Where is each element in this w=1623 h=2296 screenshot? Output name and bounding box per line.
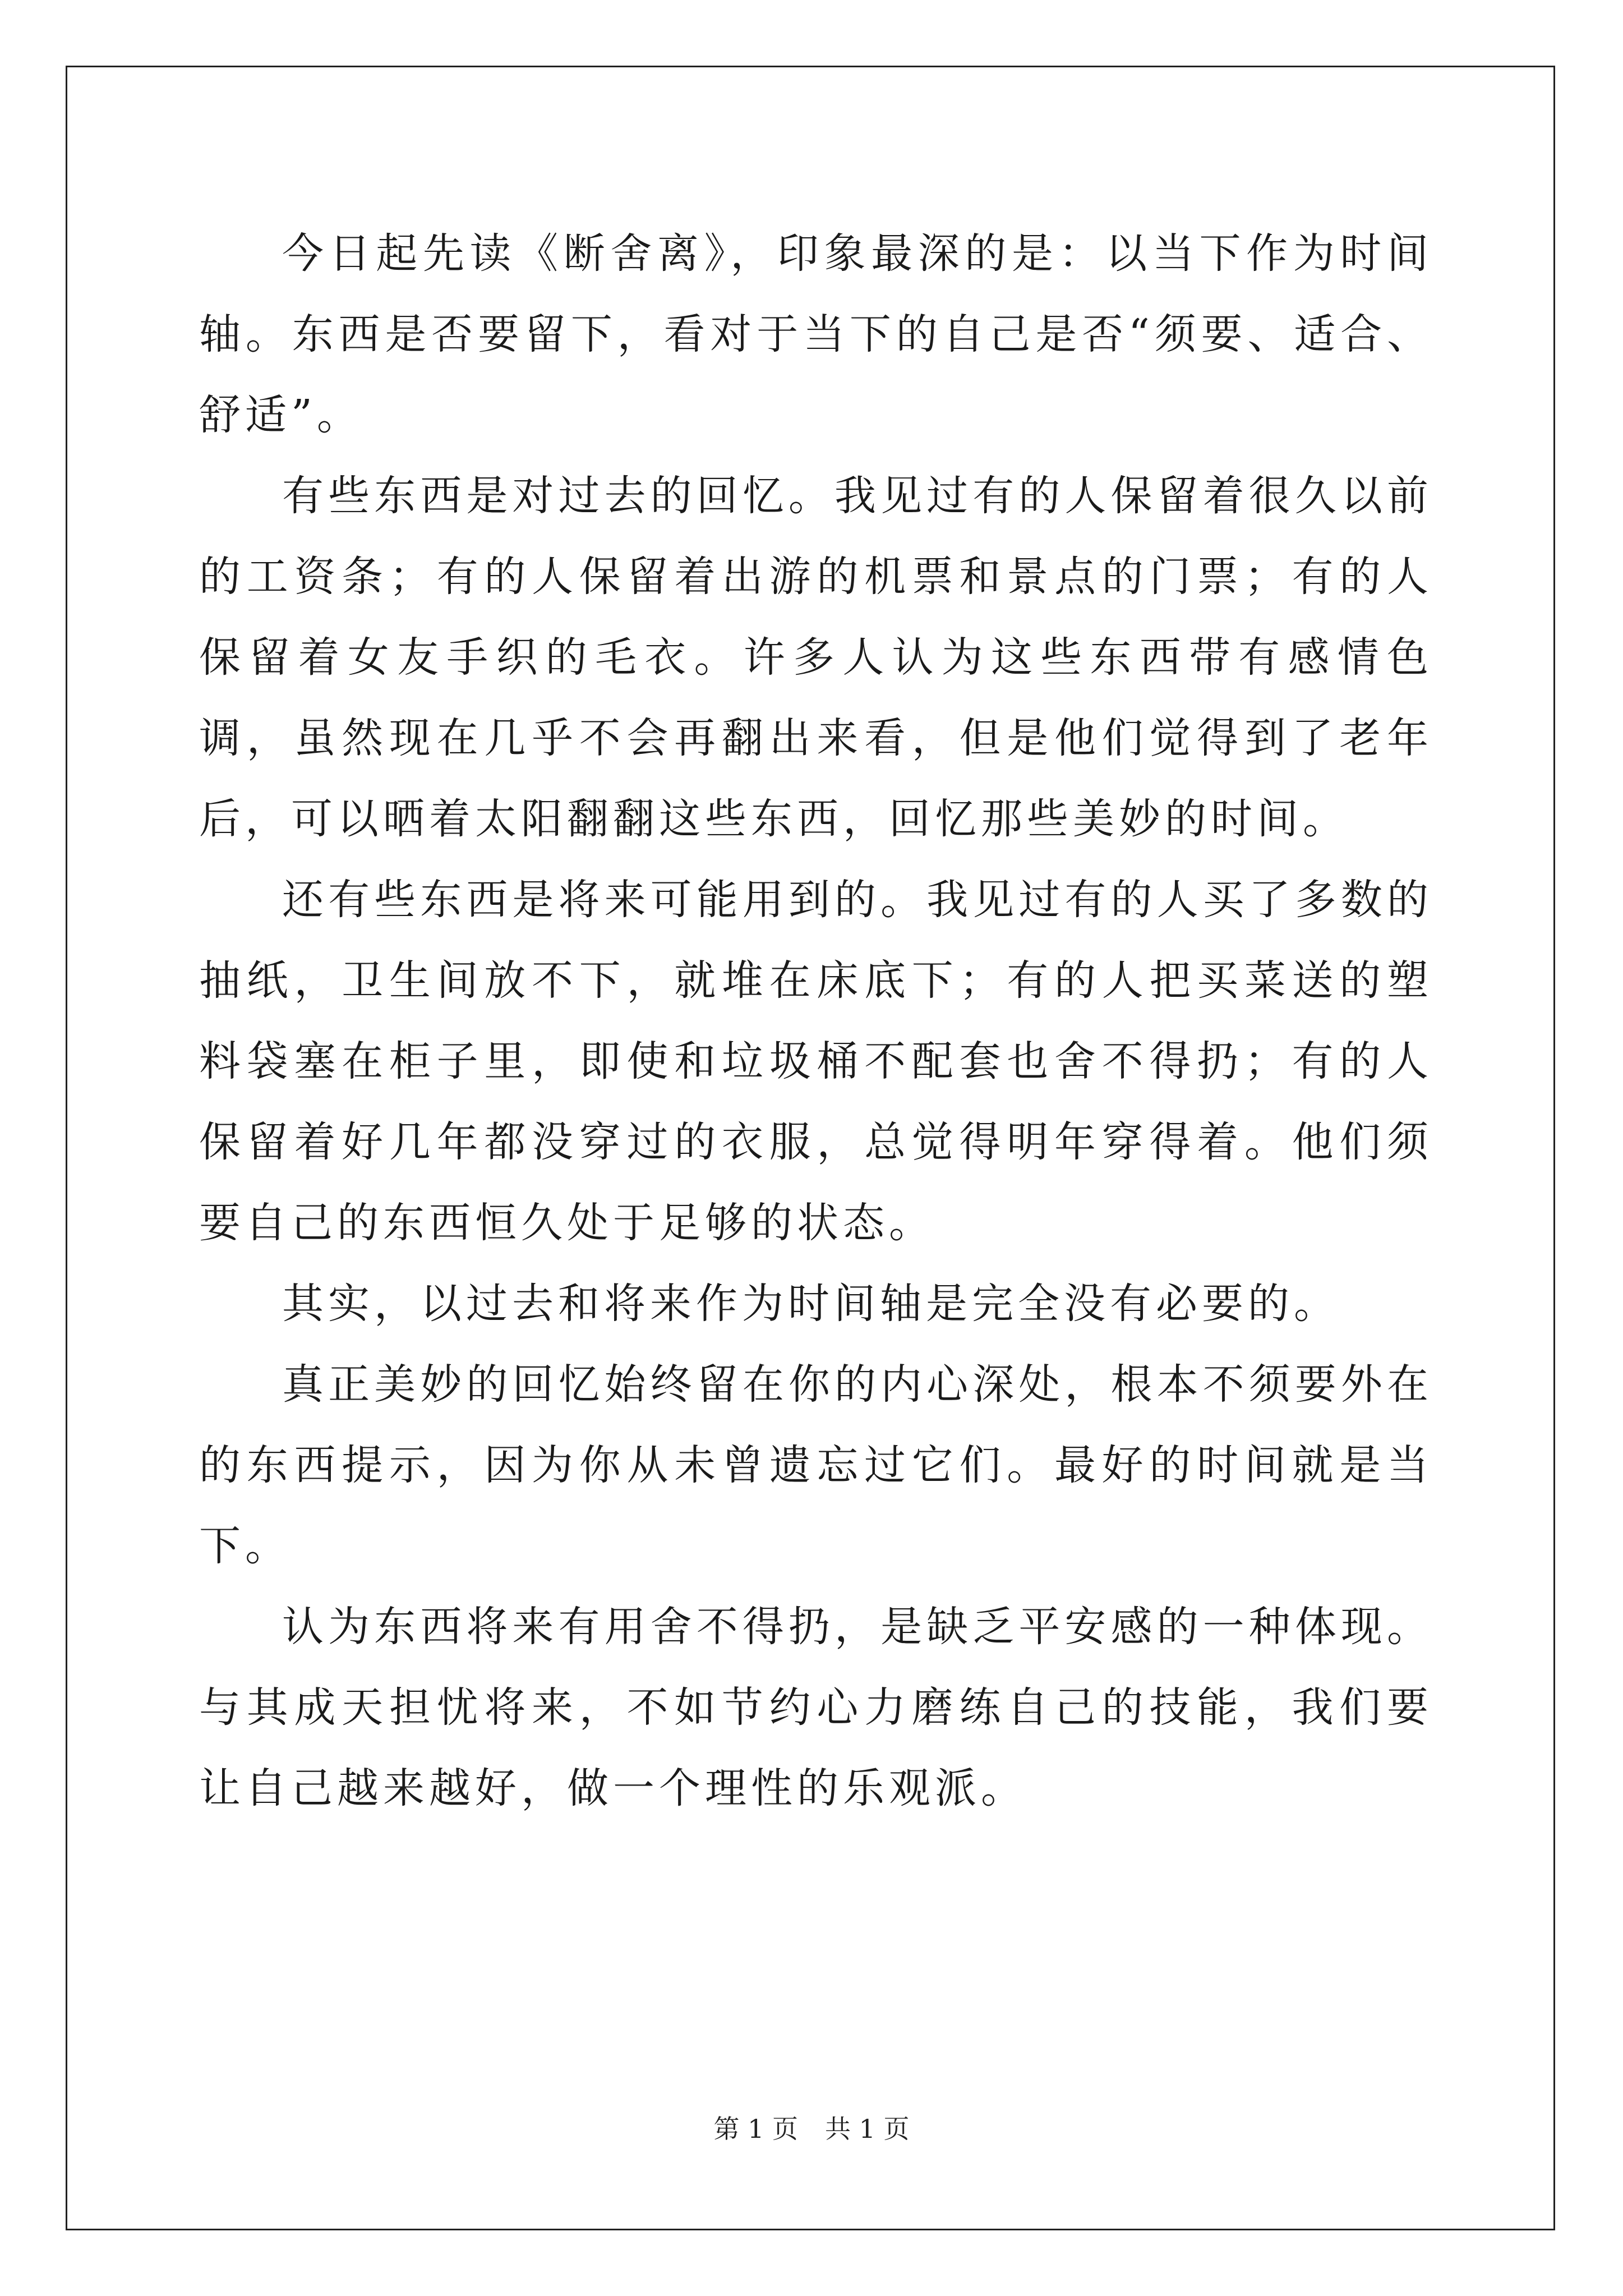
paragraph: 还有些东西是将来可能用到的。我见过有的人买了多数的抽纸，卫生间放不下，就堆在床底下；有的人把买菜送的塑料袋塞在柜子里，即使和垃圾桶不配套也舍不得扔；有的人保留着好几年都没穿过的衣服，总觉得明年穿得着。他们须要自己的东西恒久处于足够的状态。 bbox=[199, 876, 1433, 1247]
paragraph: 认为东西将来有用舍不得扔，是缺乏平安感的一种体现。与其成天担忧将来，不如节约心力磨练自己的技能，我们要让自己越来越好，做一个理性的乐观派。 bbox=[199, 1603, 1433, 1812]
document-body bbox=[199, 213, 1433, 1829]
page-number: 第 1 页 bbox=[713, 2114, 798, 2144]
paragraph: 今日起先读《断舍离》，印象最深的是：以当下作为时间轴。东西是否要留下，看对于当下的自己是否“须要、适合、舒适”。 bbox=[199, 229, 1433, 439]
page-footer bbox=[0, 2112, 1623, 2146]
paragraph: 有些东西是对过去的回忆。我见过有的人保留着很久以前的工资条；有的人保留着出游的机票和景点的门票；有的人保留着女友手织的毛衣。许多人认为这些东西带有感情色调，虽然现在几乎不会再翻出来看，但是他们觉得到了老年后，可以晒着太阳翻翻这些东西，回忆那些美妙的时间。 bbox=[199, 472, 1433, 843]
page-total: 共 1 页 bbox=[825, 2114, 910, 2144]
paragraph: 其实，以过去和将来作为时间轴是完全没有必要的。 bbox=[282, 1280, 1340, 1328]
paragraph: 真正美妙的回忆始终留在你的内心深处，根本不须要外在的东西提示，因为你从未曾遗忘过它们。最好的时间就是当下。 bbox=[199, 1360, 1433, 1570]
